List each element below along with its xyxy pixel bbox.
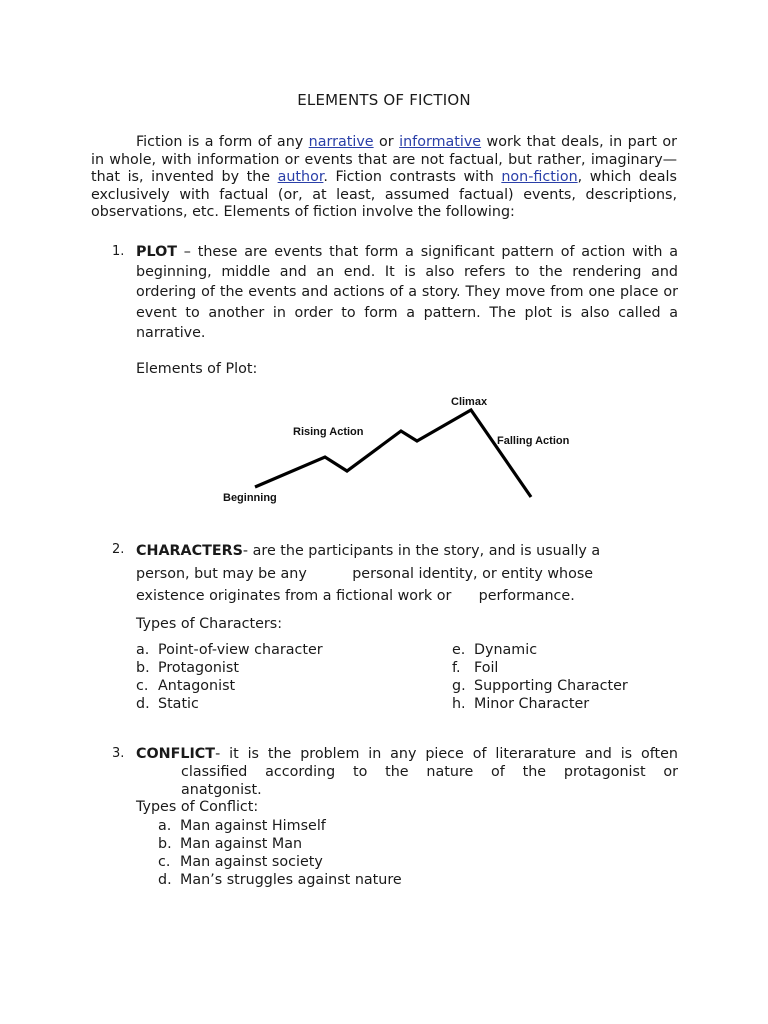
conflict-line: classified according to the nature of the protagonist or bbox=[181, 763, 678, 780]
link-narrative[interactable]: narrative bbox=[308, 134, 374, 150]
list-item: h. Minor Character bbox=[452, 696, 590, 712]
conflict-line: anatgonist. bbox=[181, 781, 262, 798]
list-item: b. Man against Man bbox=[158, 836, 303, 852]
plot-subheading: Elements of Plot: bbox=[136, 361, 258, 377]
intro-text: , which deals exclusively with factual (or, at least, assumed factual) events, descriptions, observations, etc. Elements of fiction involve the following: bbox=[91, 169, 677, 220]
plot-term: PLOT bbox=[136, 244, 177, 260]
character-types-left bbox=[136, 641, 323, 713]
list-item: e. Dynamic bbox=[452, 642, 538, 658]
characters-term: CHARACTERS bbox=[136, 543, 243, 559]
characters-line: existence originates from a fictional work or performance. bbox=[136, 588, 575, 604]
label-climax: Climax bbox=[451, 396, 488, 408]
plot-definition: – these are events that form a significant pattern of action with a beginning, middle and an end. It is also refers to the rendering and ordering of the events and actions of a story. They move from one place or event to another in order to form a pattern. The plot is also called a narrative. bbox=[136, 244, 678, 341]
list-item: d. Man’s struggles against nature bbox=[158, 872, 402, 888]
list-item: a. Point-of-view character bbox=[136, 642, 323, 658]
characters-subheading: Types of Characters: bbox=[136, 616, 283, 632]
list-number: 3. bbox=[112, 746, 125, 761]
list-item: d. Static bbox=[136, 696, 199, 712]
intro-paragraph bbox=[91, 134, 677, 222]
plot-line bbox=[255, 410, 531, 497]
conflict-types bbox=[158, 817, 402, 889]
list-item: f. Foil bbox=[452, 660, 499, 676]
list-number: 1. bbox=[112, 244, 125, 259]
intro-text: . Fiction contrasts with bbox=[323, 169, 502, 185]
intro-text: or bbox=[373, 134, 400, 150]
link-author[interactable]: author bbox=[277, 169, 324, 185]
list-item: b. Protagonist bbox=[136, 660, 239, 676]
list-item: g. Supporting Character bbox=[452, 678, 628, 694]
page-title: ELEMENTS OF FICTION bbox=[297, 91, 471, 109]
list-item: c. Antagonist bbox=[136, 678, 236, 694]
conflict-line: - it is the problem in any piece of literarature and is often bbox=[215, 746, 678, 762]
list-item: c. Man against society bbox=[158, 854, 323, 870]
conflict-term: CONFLICT bbox=[136, 746, 216, 762]
label-falling-action: Falling Action bbox=[497, 435, 570, 447]
link-informative[interactable]: informative bbox=[399, 134, 482, 150]
label-beginning: Beginning bbox=[223, 492, 277, 504]
intro-text: Fiction is a form of any bbox=[136, 134, 309, 150]
plot-diagram bbox=[215, 390, 585, 510]
link-non-fiction[interactable]: non-fiction bbox=[501, 169, 578, 185]
characters-line: - are the participants in the story, and is usually a bbox=[242, 543, 601, 559]
list-number: 2. bbox=[112, 542, 125, 557]
conflict-subheading: Types of Conflict: bbox=[136, 799, 259, 815]
intro-text: work that deals, in part or in whole, with information or events that are not factual, but rather, imaginary—that is, invented by the bbox=[91, 134, 678, 185]
conflict-paragraph bbox=[136, 746, 678, 799]
character-types-right bbox=[452, 641, 628, 713]
label-rising-action: Rising Action bbox=[293, 426, 364, 438]
list-item: a. Man against Himself bbox=[158, 818, 326, 834]
characters-paragraph bbox=[136, 540, 678, 608]
characters-line: person, but may be any personal identity, or entity whose bbox=[136, 565, 594, 582]
plot-paragraph bbox=[136, 242, 678, 343]
